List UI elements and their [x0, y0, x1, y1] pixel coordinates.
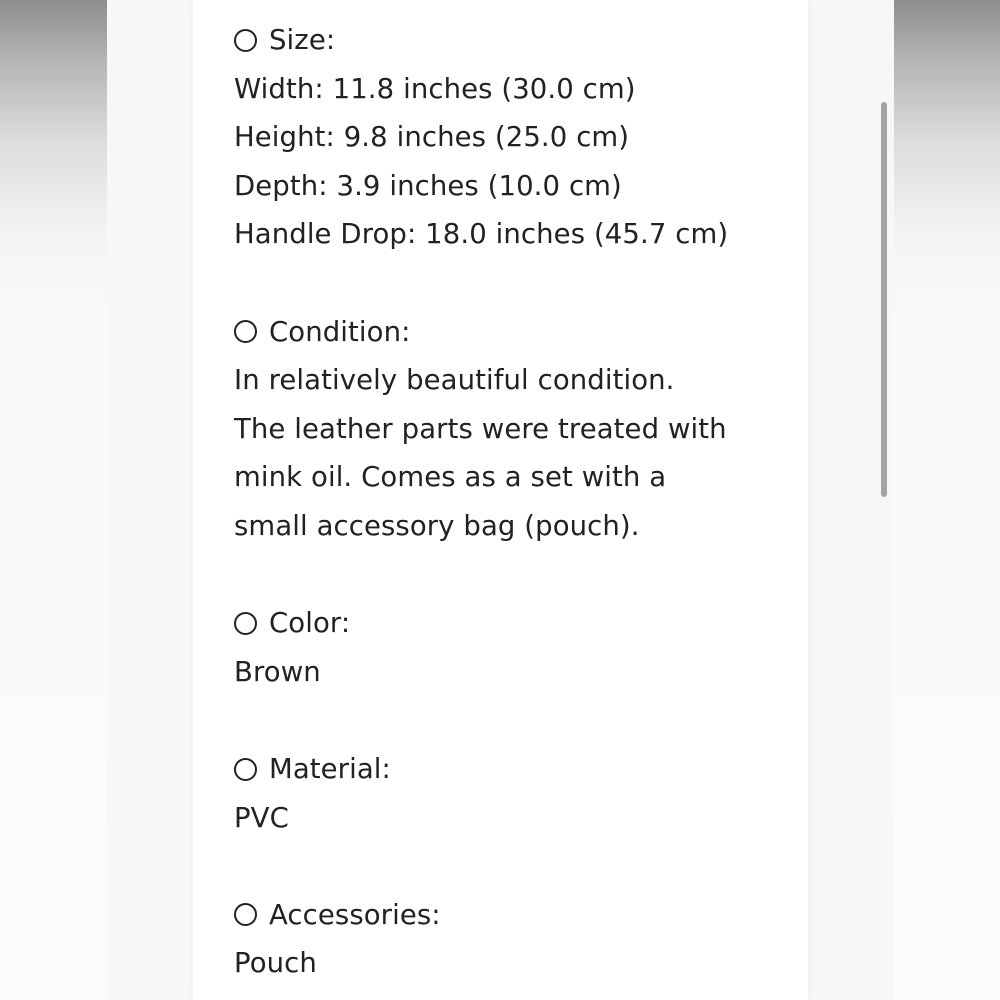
condition-section [234, 308, 794, 551]
color-value: Brown [234, 655, 321, 688]
condition-line: mink oil. Comes as a set with a [234, 461, 667, 494]
size-section [234, 16, 794, 259]
circle-bullet-icon [234, 758, 257, 781]
color-heading-label: Color: [269, 607, 351, 640]
size-heading [234, 16, 794, 65]
circle-bullet-icon [234, 612, 257, 635]
material-heading-label: Material: [269, 752, 391, 785]
accessories-value: Pouch [234, 947, 317, 980]
circle-bullet-icon [234, 29, 257, 52]
accessories-heading [234, 891, 794, 940]
size-depth: Depth: 3.9 inches (10.0 cm) [234, 169, 622, 202]
color-section [234, 599, 794, 696]
material-value: PVC [234, 801, 289, 834]
size-handle-drop: Handle Drop: 18.0 inches (45.7 cm) [234, 218, 729, 251]
condition-line: In relatively beautiful condition. [234, 364, 675, 397]
condition-line: small accessory bag (pouch). [234, 509, 640, 542]
size-heading-label: Size: [269, 24, 336, 56]
material-heading [234, 745, 794, 794]
circle-bullet-icon [234, 320, 257, 343]
accessories-heading-label: Accessories: [269, 898, 441, 931]
condition-heading-label: Condition: [269, 315, 411, 348]
size-height: Height: 9.8 inches (25.0 cm) [234, 121, 630, 154]
item-details [234, 16, 794, 988]
material-section [234, 745, 794, 842]
circle-bullet-icon [234, 903, 257, 926]
color-heading [234, 599, 794, 648]
size-width: Width: 11.8 inches (30.0 cm) [234, 72, 636, 105]
scrollbar-thumb[interactable] [881, 102, 887, 497]
condition-heading [234, 308, 794, 357]
condition-line: The leather parts were treated with [234, 412, 727, 445]
accessories-section [234, 891, 794, 988]
